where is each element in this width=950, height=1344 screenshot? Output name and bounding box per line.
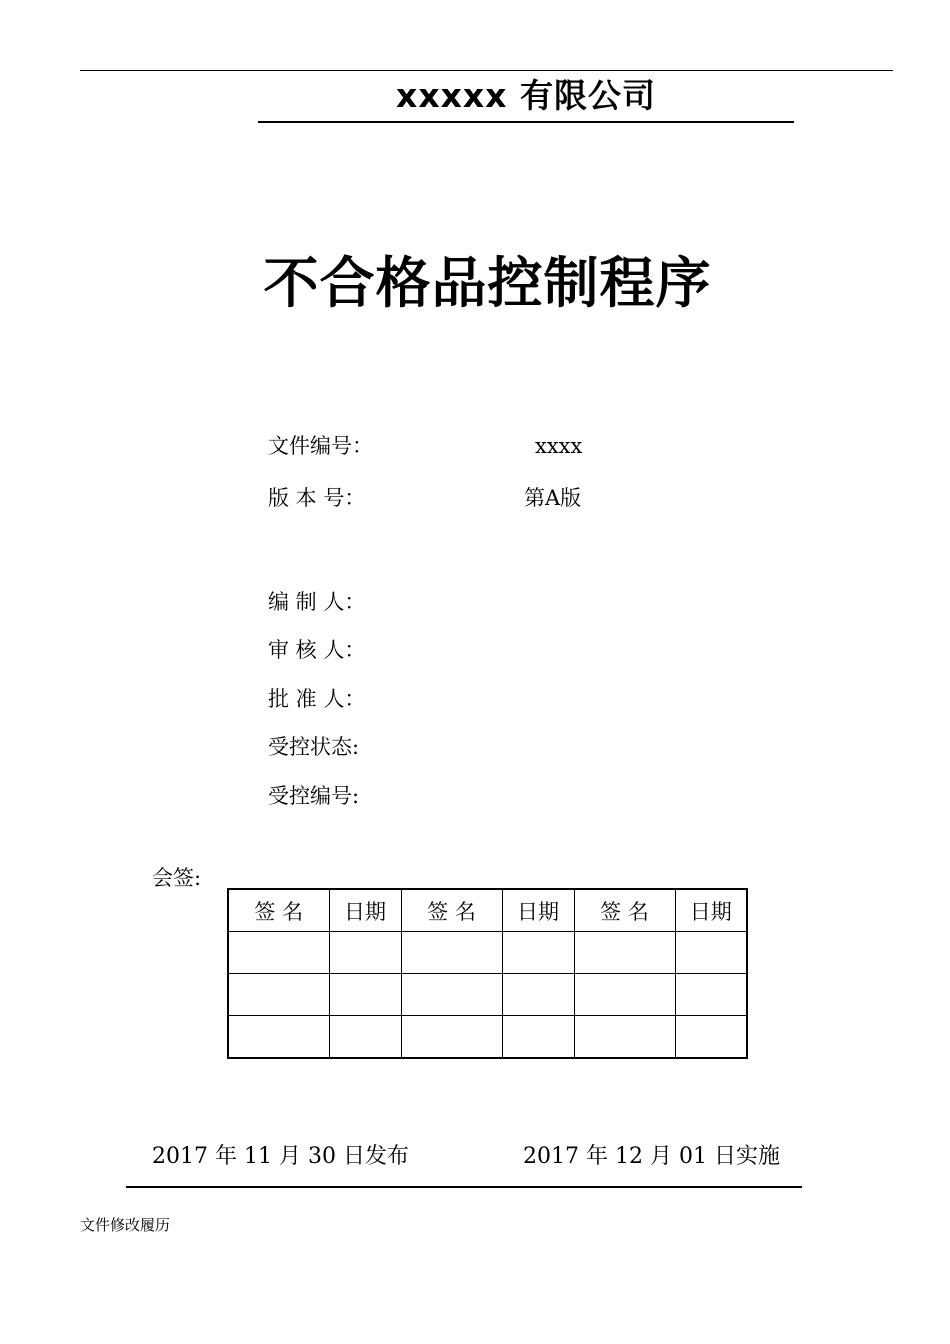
header-signature: 签 名 xyxy=(401,889,502,932)
table-header-row xyxy=(228,889,747,932)
date-cell[interactable] xyxy=(675,932,747,974)
countersign-label: 会签: xyxy=(152,866,202,890)
company-name: xxxxx 有限公司 xyxy=(396,76,656,115)
date-cell[interactable] xyxy=(502,932,574,974)
table-row xyxy=(228,974,747,1016)
signature-cell[interactable] xyxy=(574,932,675,974)
date-cell[interactable] xyxy=(675,974,747,1016)
bottom-rule xyxy=(126,1186,802,1188)
date-cell[interactable] xyxy=(329,974,401,1016)
date-cell[interactable] xyxy=(675,1016,747,1059)
date-cell[interactable] xyxy=(502,974,574,1016)
field-label-approved-by: 批 准 人： xyxy=(268,687,366,711)
header-signature: 签 名 xyxy=(228,889,329,932)
field-label-control-number: 受控编号: xyxy=(268,784,360,808)
revision-history-label: 文件修改履历 xyxy=(80,1216,171,1234)
field-label-prepared-by: 编 制 人： xyxy=(268,590,366,614)
signature-cell[interactable] xyxy=(574,1016,675,1059)
top-rule xyxy=(80,70,893,71)
document-title: 不合格品控制程序 xyxy=(263,251,712,315)
effective-date: 2017 年 12 月 01 日实施 xyxy=(523,1144,780,1169)
signature-cell[interactable] xyxy=(401,1016,502,1059)
table-row xyxy=(228,1016,747,1059)
field-label-document-number: 文件编号： xyxy=(268,434,373,458)
date-cell[interactable] xyxy=(329,932,401,974)
signature-cell[interactable] xyxy=(228,1016,329,1059)
signature-cell[interactable] xyxy=(401,932,502,974)
signature-cell[interactable] xyxy=(401,974,502,1016)
issue-date: 2017 年 11 月 30 日发布 xyxy=(152,1144,409,1169)
header-signature: 签 名 xyxy=(574,889,675,932)
field-label-control-status: 受控状态: xyxy=(268,735,360,759)
field-value-document-number: xxxx xyxy=(535,434,583,458)
company-underline xyxy=(258,121,794,123)
countersign-table xyxy=(227,888,748,1059)
countersign-body xyxy=(228,932,747,1059)
field-value-version: 第A版 xyxy=(524,486,582,510)
signature-cell[interactable] xyxy=(228,974,329,1016)
header-date: 日期 xyxy=(675,889,747,932)
field-label-version: 版 本 号： xyxy=(268,486,366,510)
date-cell[interactable] xyxy=(502,1016,574,1059)
table-row xyxy=(228,932,747,974)
date-cell[interactable] xyxy=(329,1016,401,1059)
header-date: 日期 xyxy=(329,889,401,932)
signature-cell[interactable] xyxy=(574,974,675,1016)
field-label-reviewed-by: 审 核 人： xyxy=(268,638,366,662)
header-date: 日期 xyxy=(502,889,574,932)
signature-cell[interactable] xyxy=(228,932,329,974)
